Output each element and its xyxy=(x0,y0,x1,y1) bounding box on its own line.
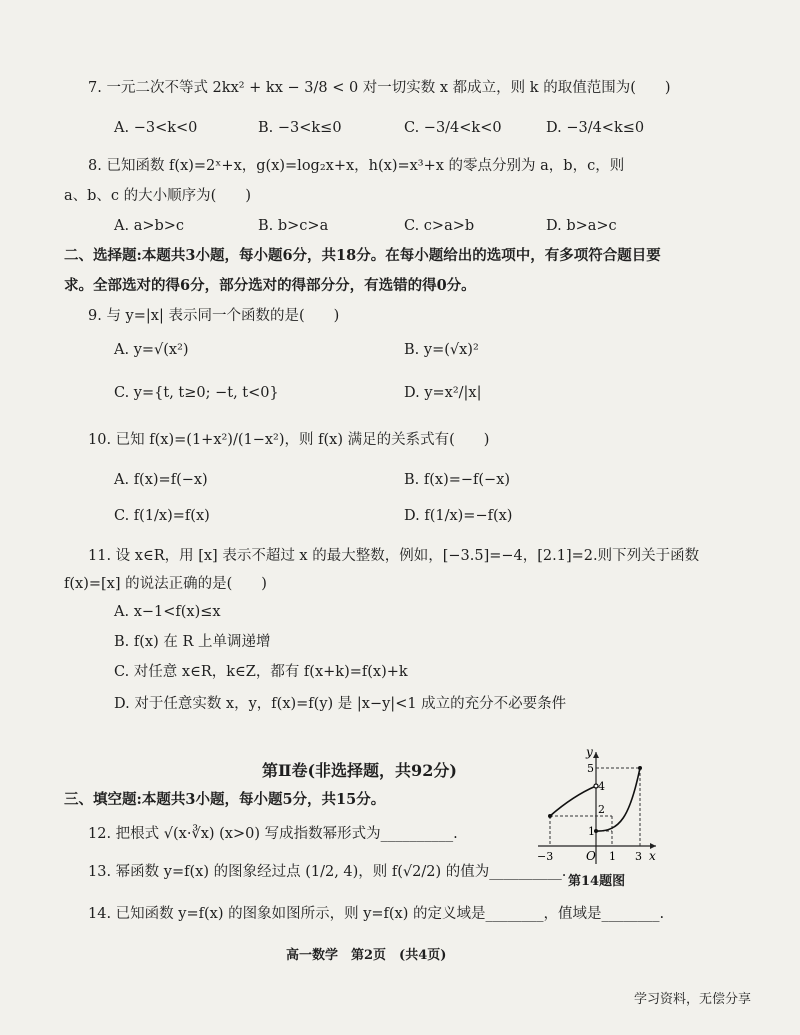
q8-option-b: B. b>c>a xyxy=(258,218,329,234)
y-tick-5: 5 xyxy=(587,762,594,775)
q13-text: 13. 幂函数 y=f(x) 的图象经过点 (1/2, 4)，则 f(√2/2) 的值为__________. xyxy=(88,864,567,880)
q11-option-b: B. f(x) 在 R 上单调递增 xyxy=(114,634,271,650)
x-tick-neg3: −3 xyxy=(537,850,554,863)
q7-option-b: B. −3<k≤0 xyxy=(258,120,342,136)
q11-stem-line2: f(x)=[x] 的说法正确的是( ) xyxy=(64,576,267,592)
q9-stem: 9. 与 y=|x| 表示同一个函数的是( ) xyxy=(88,308,340,324)
q10-stem: 10. 已知 f(x)=(1+x²)/(1−x²)，则 f(x) 满足的关系式有( ) xyxy=(88,432,490,448)
q12-text: 12. 把根式 √(x·∛x) (x>0) 写成指数幂形式为__________. xyxy=(88,826,458,842)
q10-option-b: B. f(x)=−f(−x) xyxy=(404,472,511,488)
q8-stem-line1: 8. 已知函数 f(x)=2ˣ+x，g(x)=log₂x+x，h(x)=x³+x 的零点分别为 a，b，c，则 xyxy=(88,158,625,174)
q7-stem: 7. 一元二次不等式 2kx² + kx − 3/8 < 0 对一切实数 x 都成立，则 k 的取值范围为( ) xyxy=(88,80,671,96)
section2-heading-line2: 求。全部选对的得6分，部分选对的得部分分，有选错的得0分。 xyxy=(64,277,476,294)
q8-option-d: D. b>a>c xyxy=(546,218,617,234)
y-tick-2: 2 xyxy=(598,803,605,816)
x-tick-3: 3 xyxy=(635,850,642,863)
watermark-text: 学习资料，无偿分享 xyxy=(634,992,752,1007)
y-tick-1: 1 xyxy=(588,825,595,838)
y-axis-label: y xyxy=(586,746,593,759)
q14-function-graph xyxy=(532,746,662,872)
y-tick-4: 4 xyxy=(598,780,605,793)
q9-option-b: B. y=(√x)² xyxy=(404,342,479,358)
q8-option-c: C. c>a>b xyxy=(404,218,475,234)
q11-option-a: A. x−1<f(x)≤x xyxy=(114,604,221,620)
page-footer: 高一数学 第2页 (共4页) xyxy=(286,948,447,963)
point-right-end xyxy=(638,766,642,770)
q7-option-c: C. −3/4<k<0 xyxy=(404,120,502,136)
q9-option-d: D. y=x²/|x| xyxy=(404,385,482,401)
q11-option-d: D. 对于任意实数 x，y，f(x)=f(y) 是 |x−y|<1 成立的充分不必要条件 xyxy=(114,696,567,712)
section2-heading-line1: 二、选择题:本题共3小题，每小题6分，共18分。在每小题给出的选项中，有多项符合题目要 xyxy=(64,247,661,264)
q7-option-d: D. −3/4<k≤0 xyxy=(546,120,645,136)
x-tick-1: 1 xyxy=(609,850,616,863)
section3-heading: 三、填空题:本题共3小题，每小题5分，共15分。 xyxy=(64,791,386,808)
q7-option-a: A. −3<k<0 xyxy=(114,120,198,136)
q9-option-a: A. y=√(x²) xyxy=(114,342,189,358)
q10-option-c: C. f(1/x)=f(x) xyxy=(114,508,210,524)
q9-option-c: C. y={t, t≥0; −t, t<0} xyxy=(114,385,279,401)
q14-text: 14. 已知函数 y=f(x) 的图象如图所示，则 y=f(x) 的定义域是________，值域是________. xyxy=(88,906,665,922)
point-left-end xyxy=(548,814,552,818)
figure-caption: 第14题图 xyxy=(568,874,626,889)
q8-stem-line2: a、b、c 的大小顺序为( ) xyxy=(64,188,251,204)
q8-option-a: A. a>b>c xyxy=(114,218,185,234)
q10-option-a: A. f(x)=f(−x) xyxy=(114,472,208,488)
q11-option-c: C. 对任意 x∈R，k∈Z，都有 f(x+k)=f(x)+k xyxy=(114,664,408,680)
curve-left-branch xyxy=(550,786,596,816)
part2-title: 第Ⅱ卷(非选择题，共92分) xyxy=(262,761,457,780)
y-axis-arrow-icon xyxy=(593,752,599,758)
curve-right-branch xyxy=(596,768,640,831)
q11-stem-line1: 11. 设 x∈R，用 [x] 表示不超过 x 的最大整数，例如，[−3.5]=−4，[2.1]=2.则下列关于函数 xyxy=(88,548,700,564)
x-axis-label: x xyxy=(649,849,656,863)
origin-label: O xyxy=(586,849,596,863)
q10-option-d: D. f(1/x)=−f(x) xyxy=(404,508,513,524)
